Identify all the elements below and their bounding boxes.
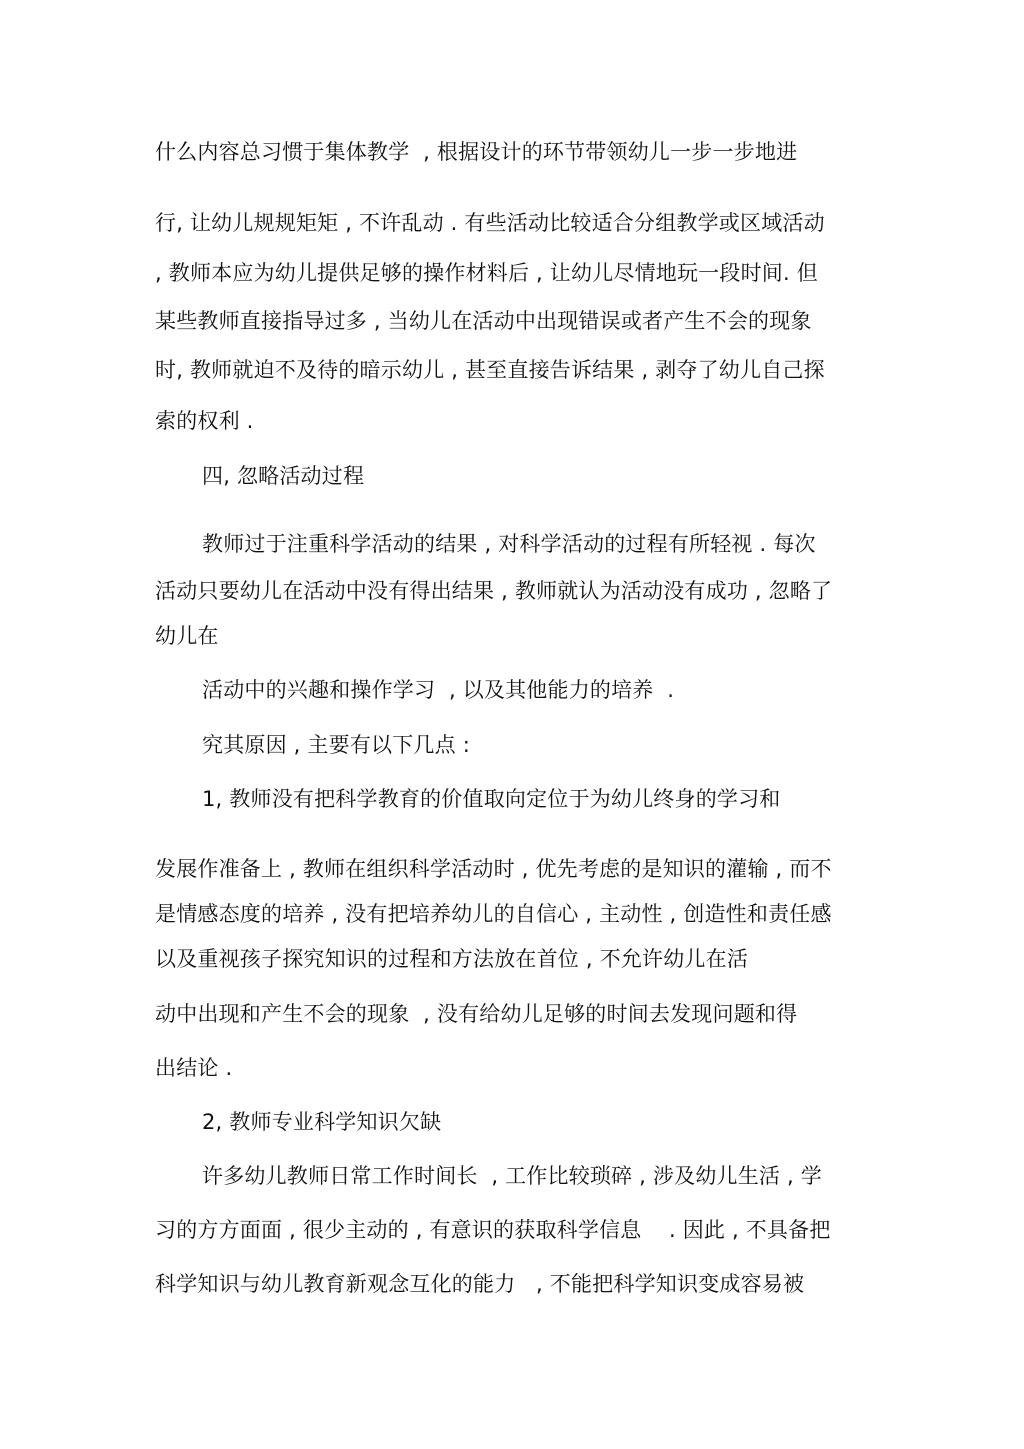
text-line: , 教师本应为幼儿提供足够的操作材料后 , 让幼儿尽情地玩一段时间. 但 xyxy=(155,261,818,285)
text-line: 行, 让幼儿规规矩矩 , 不许乱动 . 有些活动比较适合分组教学或区域活动 xyxy=(155,211,825,235)
text-line: 什么内容总习惯于集体教学 , 根据设计的环节带领幼儿一步一步地进 xyxy=(155,140,798,164)
text-line: 1, 教师没有把科学教育的价值取向定位于为幼儿终身的学习和 xyxy=(202,787,781,811)
text-line: 发展作准备上 , 教师在组织科学活动时 , 优先考虑的是知识的灌输 , 而不 xyxy=(155,857,832,881)
text-line: 以及重视孩子探究知识的过程和方法放在首位 , 不允许幼儿在活 xyxy=(155,947,749,971)
text-line: 动中出现和产生不会的现象 , 没有给幼儿足够的时间去发现问题和得 xyxy=(155,1002,798,1026)
text-line: 出结论 . xyxy=(155,1056,233,1080)
text-line: 教师过于注重科学活动的结果 , 对科学活动的过程有所轻视 . 每次 xyxy=(202,532,816,556)
text-line: 究其原因 , 主要有以下几点 : xyxy=(202,733,470,757)
text-line: 是情感态度的培养 , 没有把培养幼儿的自信心 , 主动性 , 创造性和责任感 xyxy=(155,902,832,926)
text-line: 许多幼儿教师日常工作时间长 , 工作比较琐碎 , 涉及幼儿生活 , 学 xyxy=(202,1164,822,1188)
text-line: 索的权利 . xyxy=(155,409,254,433)
text-line: 活动只要幼儿在活动中没有得出结果 , 教师就认为活动没有成功 , 忽略了 xyxy=(155,579,833,603)
text-line: 幼儿在 xyxy=(155,624,219,648)
text-line: 习的方方面面 , 很少主动的 , 有意识的获取科学信息 . 因此 , 不具备把 xyxy=(155,1218,831,1242)
text-line: 科学知识与幼儿教育新观念互化的能力 , 不能把科学知识变成容易被 xyxy=(155,1272,805,1296)
section-heading: 四, 忽略活动过程 xyxy=(202,464,365,488)
text-line: 时, 教师就迫不及待的暗示幼儿 , 甚至直接告诉结果 , 剥夺了幼儿自己探 xyxy=(155,358,825,382)
text-line: 某些教师直接指导过多 , 当幼儿在活动中出现错误或者产生不会的现象 xyxy=(155,309,812,333)
section-heading: 2, 教师专业科学知识欠缺 xyxy=(202,1110,442,1134)
text-line: 活动中的兴趣和操作学习 , 以及其他能力的培养 . xyxy=(202,678,675,702)
